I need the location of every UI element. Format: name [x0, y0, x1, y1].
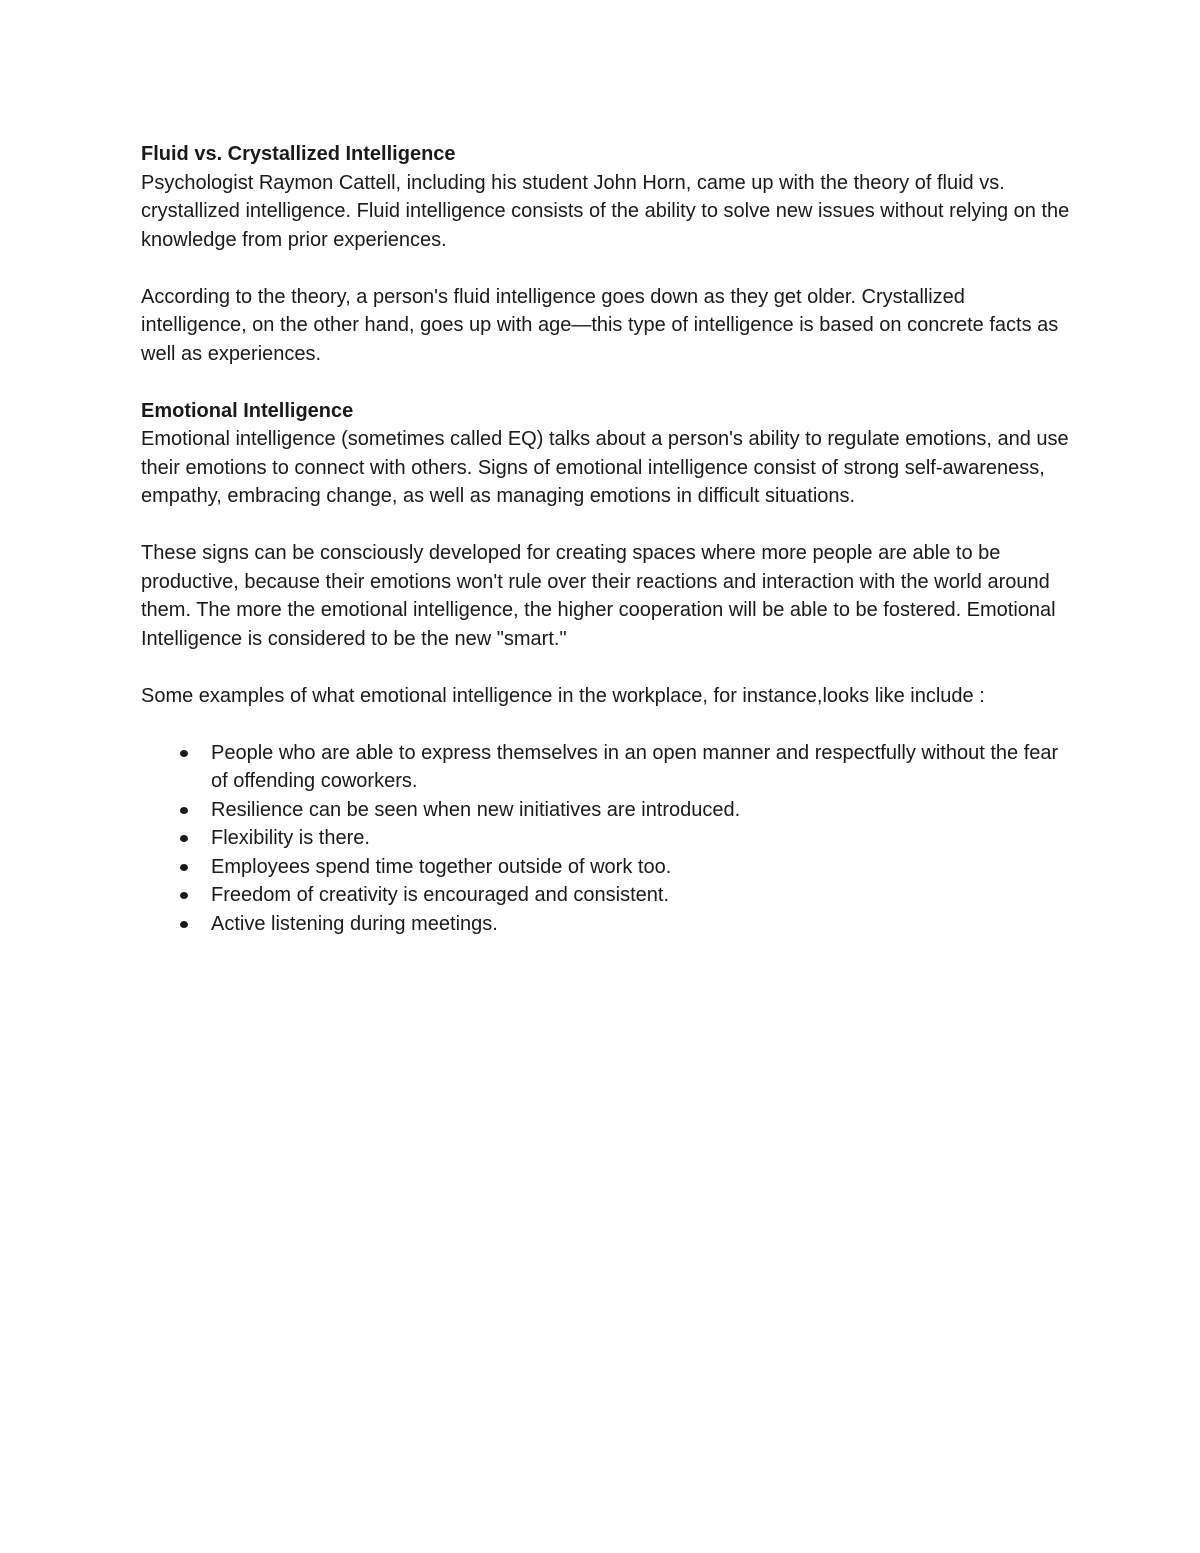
bullet-icon — [180, 892, 188, 899]
section-heading-emotional-intelligence: Emotional Intelligence — [141, 399, 354, 422]
bullet-icon — [180, 835, 188, 842]
bullet-icon — [180, 807, 188, 814]
paragraph: These signs can be consciously developed for creating spaces where more people are able to be productive, because their emotions won't rule over their reactions and interaction with the world around them. The more the emotional intelligence, the higher cooperation will be able to be fostered. Emotional Intelligence is considered to be the new "smart." — [141, 542, 1056, 650]
paragraph: According to the theory, a person's fluid intelligence goes down as they get older. Crystallized intelligence, on the other hand, goes up with age—this type of intelligence is based on concrete facts as well as experiences. — [141, 285, 1059, 365]
list-item — [141, 796, 1061, 825]
paragraph: Some examples of what emotional intelligence in the workplace, for instance,looks like include : — [141, 684, 985, 707]
list-item-text: Resilience can be seen when new initiatives are introduced. — [211, 798, 741, 821]
paragraph-spacer — [141, 368, 1071, 397]
bullet-icon — [180, 864, 188, 871]
list-item — [141, 739, 1061, 796]
bullet-icon — [180, 921, 188, 928]
paragraph-spacer — [141, 511, 1071, 540]
paragraph: Psychologist Raymon Cattell, including his student John Horn, came up with the theory of fluid vs. crystallized intelligence. Fluid intelligence consists of the ability to solve new issues without relying on the knowledge from prior experiences. — [141, 171, 1070, 251]
list-item — [141, 824, 1061, 853]
bullet-icon — [180, 750, 188, 757]
paragraph: Emotional intelligence (sometimes called EQ) talks about a person's ability to regulate emotions, and use their emotions to connect with others. Signs of emotional intelligence consist of strong self-awareness, empathy, embracing change, as well as managing emotions in difficult situations. — [141, 428, 1069, 507]
list-item-text: Freedom of creativity is encouraged and consistent. — [211, 884, 670, 906]
paragraph-spacer — [141, 653, 1071, 682]
list-item — [141, 853, 1061, 882]
paragraph-spacer — [141, 254, 1071, 283]
section-heading-fluid-crystallized: Fluid vs. Crystallized Intelligence — [141, 143, 456, 165]
list-item — [141, 910, 1061, 939]
list-item-text: People who are able to express themselves in an open manner and respectfully without the fear of offending coworkers. — [211, 741, 1059, 792]
list-item — [141, 881, 1061, 910]
list-item-text: Active listening during meetings. — [211, 912, 498, 935]
bullet-list — [141, 739, 1071, 939]
list-item-text: Employees spend time together outside of work too. — [211, 855, 672, 878]
paragraph-spacer — [141, 710, 1071, 739]
document-body — [141, 140, 1071, 938]
list-item-text: Flexibility is there. — [211, 827, 370, 849]
